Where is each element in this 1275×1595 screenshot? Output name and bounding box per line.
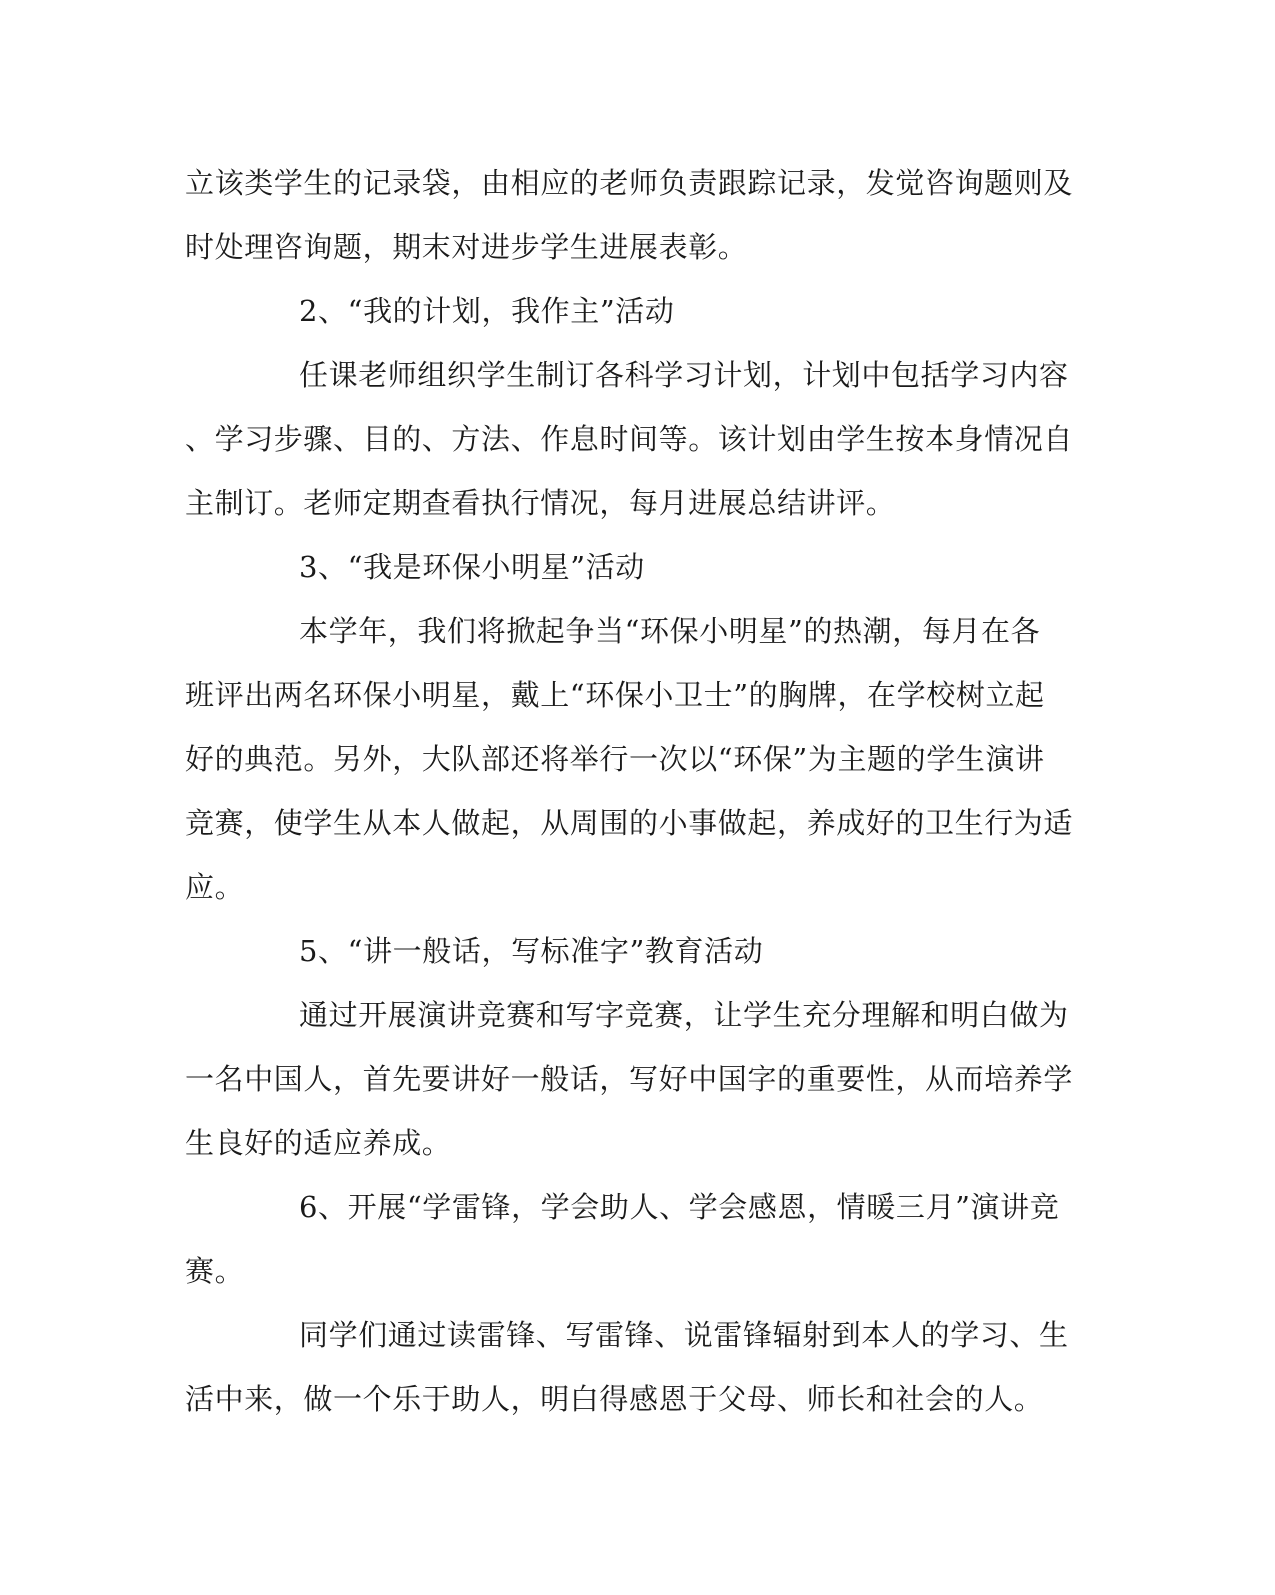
- section-heading-6: 6、开展“学雷锋，学会助人、学会感恩，情暖三月”演讲竞: [299, 1190, 1060, 1224]
- body-text-line: 竞赛，使学生从本人做起，从周围的小事做起，养成好的卫生行为适: [185, 806, 1074, 840]
- section-heading-3: 3、“我是环保小明星”活动: [299, 550, 645, 584]
- body-text-line: 赛。: [185, 1254, 245, 1288]
- body-text-line: 本学年，我们将掀起争当“环保小明星”的热潮，每月在各: [299, 614, 1041, 648]
- body-text-line: 生良好的适应养成。: [185, 1126, 452, 1160]
- section-heading-2: 2、“我的计划，我作主”活动: [299, 294, 675, 328]
- body-text-line: 任课老师组织学生制订各科学习计划，计划中包括学习内容: [299, 358, 1069, 392]
- body-text-line: 通过开展演讲竞赛和写字竞赛，让学生充分理解和明白做为: [299, 998, 1069, 1032]
- section-heading-5: 5、“讲一般话，写标准字”教育活动: [299, 934, 764, 968]
- body-text-line: 班评出两名环保小明星，戴上“环保小卫士”的胸牌，在学校树立起: [185, 678, 1045, 712]
- body-text-line: 同学们通过读雷锋、写雷锋、说雷锋辐射到本人的学习、生: [299, 1318, 1069, 1352]
- body-text-line: 应。: [185, 870, 245, 904]
- body-text-line: 一名中国人，首先要讲好一般话，写好中国字的重要性，从而培养学: [185, 1062, 1074, 1096]
- body-text-line: 时处理咨询题，期末对进步学生进展表彰。: [185, 230, 748, 264]
- body-text-line: 主制订。老师定期查看执行情况，每月进展总结讲评。: [185, 486, 896, 520]
- body-text-line: 活中来，做一个乐于助人，明白得感恩于父母、师长和社会的人。: [185, 1382, 1044, 1416]
- body-text-line: 、学习步骤、目的、方法、作息时间等。该计划由学生按本身情况自: [185, 422, 1074, 456]
- body-text-line: 好的典范。另外，大队部还将举行一次以“环保”为主题的学生演讲: [185, 742, 1045, 776]
- body-text-line: 立该类学生的记录袋，由相应的老师负责跟踪记录，发觉咨询题则及: [185, 166, 1074, 200]
